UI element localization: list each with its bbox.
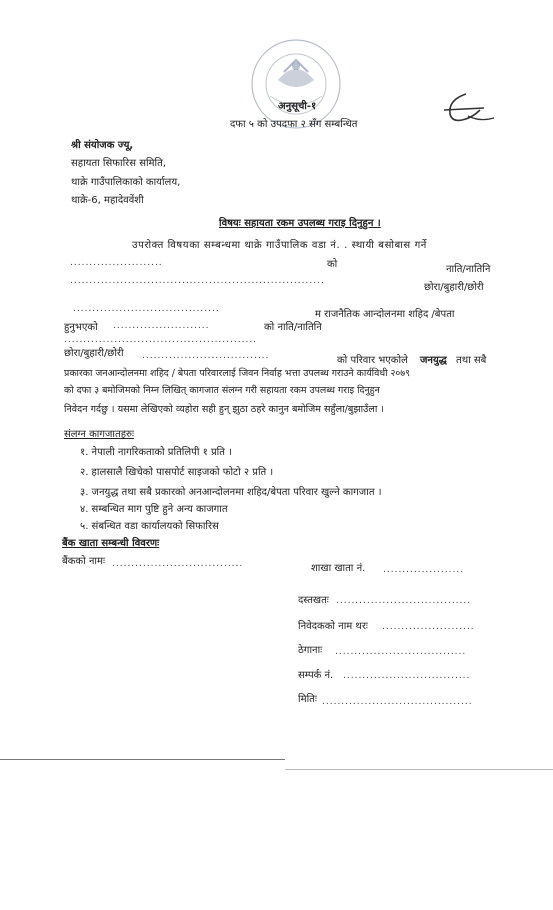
attachment-item-3: ३. जनयुद्ध तथा सबै प्रकारको अनआन्दोलनमा शहिद/बेपता परिवार खुल्ने कागजात ।	[80, 487, 382, 498]
body-blank-1: ........................	[70, 258, 163, 268]
applicant-name-label: निवेदकको नाम थरः	[298, 621, 368, 632]
body-text-grandchild: नाति/नातिनि	[446, 264, 491, 275]
body-paragraph-line-7: को दफा ३ बमोजिमको निम्न लिखित् कागजात संलग्न गरी सहायता रकम उपलब्ध गराइ दिनुहुन	[64, 385, 380, 396]
body-text-family: को परिवार भएकोले	[337, 355, 408, 366]
attachment-item-4: ४. सम्बन्धित माग पुष्टि हुने अन्य काजगात	[80, 504, 228, 515]
attachment-item-5: ५. संबन्धित वडा कार्यालयको सिफारिस	[80, 521, 219, 532]
body-paragraph-line-1: उपरोक्त विषयका सम्बन्धमा थाक्रे गाउँपालिक वडा नं. . स्थायी बसोबास गर्ने	[132, 240, 427, 251]
body-text-became: हुनुभएको	[64, 322, 98, 333]
body-text-grandchild-2: को नाति/नातिनि	[264, 322, 322, 333]
applicant-name-blank: ........................	[382, 622, 475, 632]
signature-mark-icon	[438, 86, 498, 130]
subject-line: विषयः सहायता रकम उपलब्ध गराइ दिनुहुन ।	[219, 218, 381, 229]
date-blank: .......................................	[322, 697, 473, 707]
contact-number-blank: .................................	[343, 671, 471, 681]
body-paragraph-line-8: निवेदन गर्दछु । यसमा लेखिएको व्यहोरा सही हुन् झुठा ठहरे कानुन बमोजिम सहुँला/बुझाउँला ।	[64, 404, 384, 415]
body-paragraph-line-6: प्रकारका जनआन्दोलनमा शहिद / बेपता परिवारलाई जिवन निर्वाह भत्ता उपलब्ध गराउने कार्यविधी २०७९	[64, 368, 410, 379]
contact-number-label: सम्पर्क नं.	[298, 670, 334, 681]
body-text-ko: को	[327, 259, 338, 270]
body-blank-4: .........................	[113, 321, 210, 331]
scan-edge-line-faint	[285, 769, 553, 770]
body-text-movement: म राजनैतिक आन्दोलनमा शहिद /बेपता	[315, 309, 455, 320]
scan-edge-line	[0, 759, 285, 760]
signature-blank: ...................................	[336, 596, 472, 606]
addressee-line-1: श्री संयोजक ज्यू,	[71, 140, 134, 151]
body-blank-3: ......................................	[73, 304, 220, 314]
bank-name-blank: ..................................	[112, 559, 244, 569]
signature-label: दस्तखतः	[298, 595, 329, 606]
body-blank-5: ..................................................	[64, 335, 258, 345]
branch-account-label: शाखा खाता नं.	[311, 563, 366, 574]
address-blank: ..................................	[335, 647, 467, 657]
attachments-heading: संलग्न कागजातहरुः	[64, 429, 134, 440]
office-seal-stamp	[248, 36, 344, 132]
body-blank-6: .................................	[142, 351, 270, 361]
body-text-relation-2: छोरा/बुहारी/छोरी	[64, 348, 124, 359]
branch-account-blank: .....................	[383, 565, 465, 575]
addressee-line-4: थाक्रे-6, महादेववेंशी	[71, 195, 144, 206]
attachment-item-1: १. नेपाली नागरिकताको प्रतिलिपी १ प्रति ।	[80, 447, 232, 458]
body-text-relation-1: छोरा/बुहारी/छोरी	[424, 282, 484, 293]
attachment-item-2: २. हालसालै खिचेको पासपोर्ट साइजको फोटो २ प्रति ।	[80, 467, 274, 478]
body-text-people-war: जनयुद्ध	[420, 355, 447, 366]
bank-heading: बैंक खाता सम्बन्धी विवरणः	[62, 538, 160, 549]
addressee-line-2: सहायता सिफारिस समिति,	[71, 158, 166, 169]
body-text-and-all: तथा सबै	[456, 355, 487, 366]
annex-heading: अनुसूची-१	[278, 101, 317, 112]
address-label: ठेगानाः	[298, 645, 323, 656]
body-blank-2: ..................................................................	[70, 276, 325, 286]
addressee-line-3: थाक्रे गाउँपालिकाको कार्यालय,	[71, 177, 181, 188]
date-label: मितिः	[298, 694, 317, 705]
related-section-text: दफा ५ को उपदफा २ सँग सम्बन्धित	[230, 119, 358, 130]
bank-name-label: बैंकको नामः	[62, 556, 105, 567]
